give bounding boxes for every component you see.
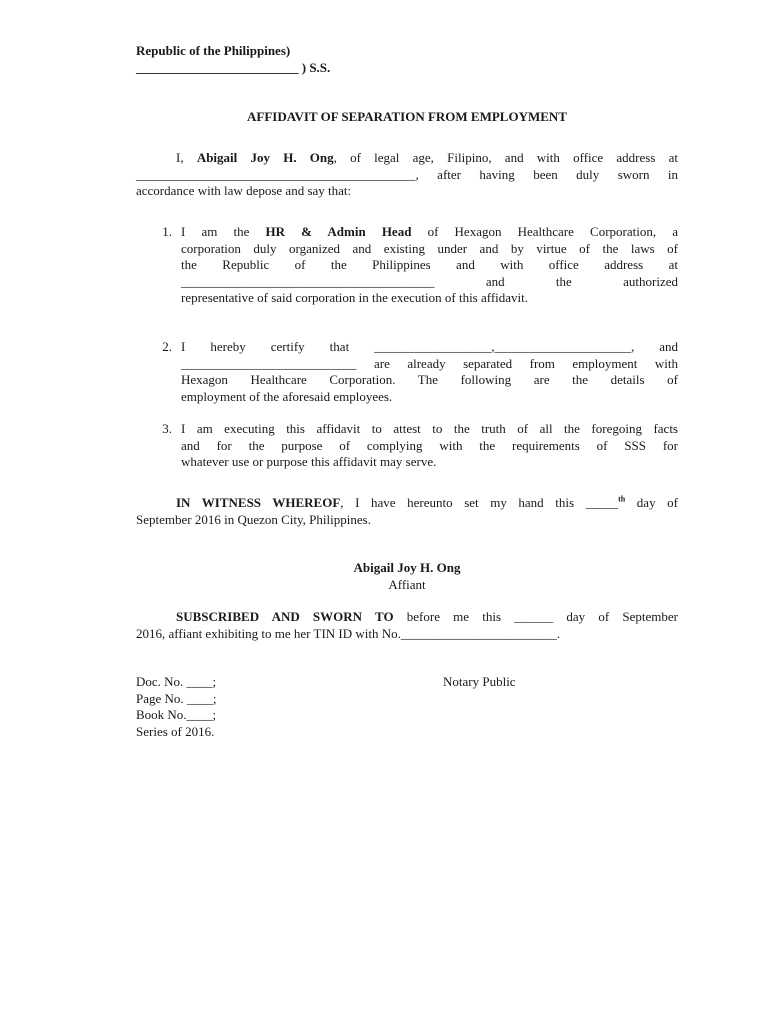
item2-line1: I hereby certify that __________________,_____________________, and	[181, 339, 678, 354]
item1-line5: representative of said corporation in the execution of this affidavit.	[181, 290, 529, 305]
affiant-name: Abigail Joy H. Ong	[196, 150, 334, 165]
sworn-line2: 2016, affiant exhibiting to me her TIN ID with No.________________________.	[136, 625, 561, 641]
doc-no: Doc. No. ____;	[136, 674, 217, 689]
intro-line3: accordance with law depose and say that:	[136, 183, 352, 198]
witness-sup: th	[618, 494, 626, 504]
item-3	[181, 421, 678, 471]
position-title: HR & Admin Head	[265, 224, 412, 239]
signature-name: Abigail Joy H. Ong	[353, 560, 461, 575]
item-2	[181, 339, 678, 405]
venue-line-1: Republic of the Philippines)	[136, 43, 291, 58]
intro-pre: I,	[176, 150, 184, 165]
page-no: Page No. ____;	[136, 690, 217, 706]
item3-line2: and for the purpose of complying with the requirements of SSS for	[181, 437, 678, 453]
item1-line3: the Republic of the Philippines and with office address at	[181, 257, 678, 272]
intro-line2: ___________________________________________, after having been duly sworn in	[136, 166, 678, 182]
item-number-2: 2.	[162, 339, 172, 354]
item-number-1: 1.	[162, 224, 172, 239]
notary-public: Notary Public	[443, 674, 516, 689]
venue-line-2: _________________________ ) S.S.	[136, 60, 331, 75]
book-no: Book No.____;	[136, 707, 217, 722]
witness-paragraph	[136, 495, 678, 528]
witness-bold: IN WITNESS WHEREOF	[176, 495, 341, 510]
witness-end: day of	[625, 495, 678, 510]
item2-line3: Hexagon Healthcare Corporation. The following are the details of	[181, 372, 678, 387]
sworn-paragraph	[136, 609, 678, 642]
witness-line2: September 2016 in Quezon City, Philippines.	[136, 511, 371, 527]
sworn-rest: before me this ______ day of September	[393, 609, 678, 624]
intro-line1-rest: , of legal age, Filipino, and with office address at	[333, 150, 678, 165]
item1-line1-rest: of Hexagon Healthcare Corporation, a	[427, 224, 679, 239]
item2-line4: employment of the aforesaid employees.	[181, 388, 393, 404]
document-title: AFFIDAVIT OF SEPARATION FROM EMPLOYMENT	[247, 109, 567, 124]
intro-paragraph	[136, 150, 678, 200]
item-number-3: 3.	[162, 421, 172, 436]
sworn-bold: SUBSCRIBED AND SWORN TO	[176, 609, 394, 624]
notarial-block	[136, 674, 336, 740]
signature-role: Affiant	[388, 577, 426, 592]
item3-line1: I am executing this affidavit to attest to the truth of all the foregoing facts	[181, 421, 678, 436]
item1-line4: _______________________________________ and the authorized	[181, 273, 678, 289]
witness-rest: , I have hereunto set my hand this _____	[340, 495, 619, 510]
item2-line2: ___________________________ are already separated from employment with	[181, 355, 678, 371]
item3-line3: whatever use or purpose this affidavit may serve.	[181, 454, 437, 469]
item1-line2: corporation duly organized and existing under and by virtue of the laws of	[181, 240, 678, 256]
series: Series of 2016.	[136, 723, 215, 739]
item-1	[181, 224, 678, 307]
item1-pre: I am the	[181, 224, 250, 239]
